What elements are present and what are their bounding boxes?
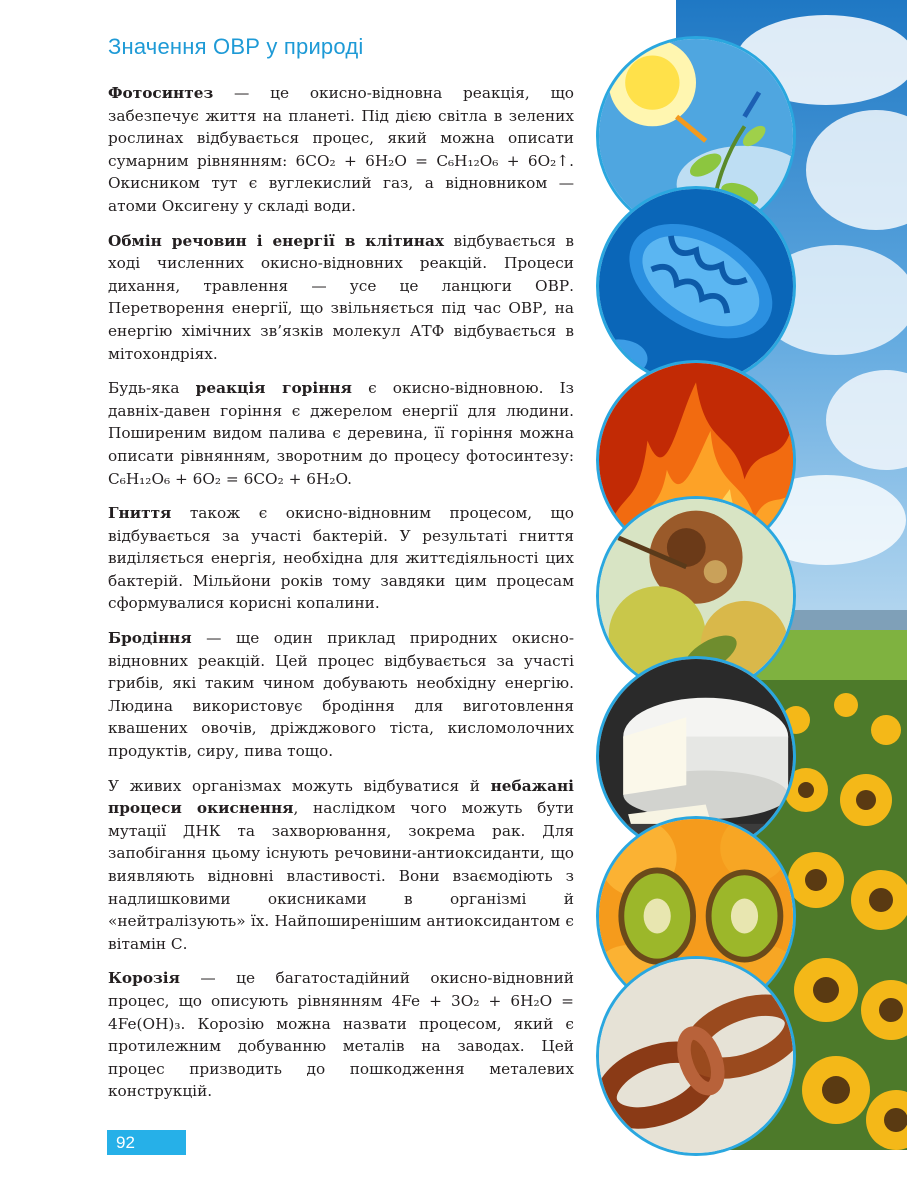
paragraph-photosynthesis (108, 82, 574, 218)
equation-corrosion: 4Fe + 3O₂ + 6H₂O = 4Fe(OH)₃ (108, 991, 574, 1033)
term-metabolism: Обмін речовин і енергії в клітинах (108, 231, 444, 250)
page-number: 92 (107, 1130, 186, 1155)
paragraph-combustion (108, 377, 574, 490)
paragraph-decay (108, 502, 574, 615)
paragraph-text: є окисно-відновною. Із давніх-давен горіння є джерелом енергії для людини. Поширеним видом палива є деревина, її горіння можна описати рівнянням, зворотним до процесу фотосинтезу: (108, 379, 574, 465)
paragraph-text: У живих організмах можуть відбуватися й (108, 776, 491, 795)
paragraph-text: також є окисно-відновним процесом, що відбувається за участі бактерій. У результаті гниття виділяється енергія, необхідна для життєдіяльності цих бактерій. Мільйони років тому завдяки цим процесам сформувалися корисні копалини. (108, 504, 574, 613)
term-photosynthesis: Фотосинтез (108, 84, 214, 102)
term-fermentation: Бродіння (108, 629, 192, 648)
paragraph-text: . (347, 469, 352, 488)
paragraph-metabolism (108, 230, 574, 366)
main-text (108, 82, 574, 1115)
paragraph-text: — це багатостадійний окисно-відновний процес, що описують рівнянням (108, 969, 574, 1010)
sky-sunflower-field-background (676, 0, 907, 1150)
term-decay: Гниття (108, 504, 172, 523)
paragraph-text: . Корозію можна назвати процесом, який є протилежним добуванню металів на заводах. Цей процес призводить до пошкодження металевих конструкцій. (108, 1014, 574, 1101)
paragraph-text: відбувається в ході численних окисно-відновних реакцій. Процеси дихання, травлення — усе це ланцюги ОВР. Перетворення енергії, що звільняється під час ОВР, на енергію хімічних зв’язків молекул АТФ відбувається в мітохондріях. (108, 231, 574, 363)
paragraph-oxidation (108, 775, 574, 956)
paragraph-fermentation (108, 627, 574, 763)
equation-combustion: C₆H₁₂O₆ + 6O₂ = 6CO₂ + 6H₂O (108, 469, 348, 488)
equation-photosynthesis: 6CO₂ + 6H₂O = C₆H₁₂O₆ + 6O₂↑ (295, 151, 570, 170)
paragraph-corrosion (108, 967, 574, 1103)
term-combustion: реакція горіння (195, 379, 352, 398)
term-unwanted-oxidation: небажані процеси окиснення (108, 776, 574, 818)
paragraph-text: — це окисно-відновна реакція, що забезпечує життя на планеті. Під дією світла в зелених рослинах відбувається процес, який можна описати сумарним рівнянням: (108, 84, 574, 170)
paragraph-text: , наслідком чого можуть бути мутації ДНК та захворювання, зокрема рак. Для запобігання цьому існують речовини-антиоксиданти, що виявляють відновні властивості. Вони взаємодіють з надлишковими окисниками в організмі й «нейтралізують» їх. Найпоширенішим антиоксидантом є вітамін С. (108, 799, 574, 953)
paragraph-text: Будь-яка (108, 379, 196, 398)
page-title: Значення ОВР у природі (108, 34, 364, 59)
paragraph-text: . Окисником тут є вуглекислий газ, а відновником — атоми Оксигену у складі води. (108, 151, 574, 215)
term-corrosion: Корозія (108, 969, 180, 988)
paragraph-text: — ще один приклад природних окисно-відновних реакцій. Цей процес відбувається за участі грибів, які таким чином добувають необхідну енергію. Людина використовує бродіння для виготовлення квашених овочів, дріжджового тіста, кисломолочних продуктів, сиру, пива тощо. (108, 629, 574, 761)
